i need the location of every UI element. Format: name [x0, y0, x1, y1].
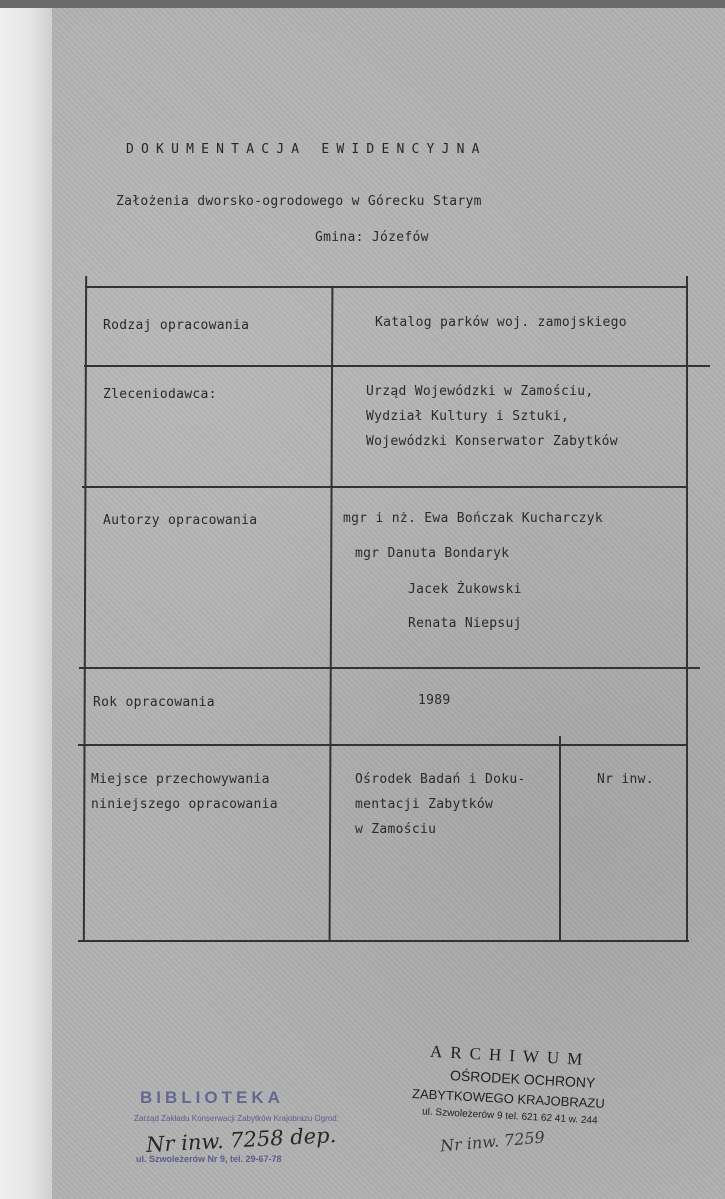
row-value-line: Wojewódzki Konserwator Zabytków	[366, 434, 618, 449]
table-nr-divider	[559, 736, 561, 940]
row-value-rok: 1989	[418, 693, 451, 708]
row-label-zleceniodawca: Zleceniodawca:	[103, 387, 217, 402]
page-margin-strip	[0, 0, 52, 1199]
archive-stamp-line: ZABYTKOWEGO KRAJOBRAZU	[411, 1085, 606, 1112]
archive-stamp-line: OŚRODEK OCHRONY	[449, 1067, 596, 1091]
table-rule	[78, 744, 688, 746]
row-value-line: mgr Danuta Bondaryk	[355, 546, 510, 561]
document-title: DOKUMENTACJA EWIDENCYJNA	[126, 142, 487, 157]
document-sheet	[52, 6, 725, 1199]
row-value-rodzaj: Katalog parków woj. zamojskiego	[375, 315, 627, 330]
gmina-label: Gmina: Józefów	[315, 230, 429, 245]
row-value-line: Jacek Żukowski	[408, 582, 522, 597]
table-rule	[84, 365, 710, 367]
row-label-autorzy: Autorzy opracowania	[103, 513, 258, 528]
inventory-number-label: Nr inw.	[597, 772, 654, 787]
row-value-line: Renata Niepsuj	[408, 616, 522, 631]
table-rule	[79, 667, 700, 669]
row-value-line: w Zamościu	[355, 822, 437, 837]
library-stamp-title: BIBLIOTEKA	[140, 1088, 284, 1107]
library-handwritten-number: Nr inw. 7258 dep.	[145, 1123, 337, 1157]
archive-stamp-title: ARCHIWUM	[429, 1041, 591, 1070]
row-label-line: Miejsce przechowywania	[91, 772, 270, 787]
row-label-rodzaj: Rodzaj opracowania	[103, 318, 250, 333]
row-value-line: Wydział Kultury i Sztuki,	[366, 409, 570, 424]
table-rule-bottom	[78, 940, 689, 942]
row-value-line: mentacji Zabytków	[355, 797, 494, 812]
table-rule	[82, 486, 686, 488]
scan-top-edge	[0, 0, 725, 8]
row-value-line: Urząd Wojewódzki w Zamościu,	[366, 384, 594, 399]
row-label-line: niniejszego opracowania	[91, 797, 278, 812]
table-rule-top	[85, 286, 688, 288]
row-value-line: Ośrodek Badań i Doku-	[355, 772, 526, 787]
library-stamp-line: Zarząd Zakładu Konserwacji Zabytków Krajobrazu Ogrod.	[134, 1114, 339, 1123]
row-value-line: mgr i nż. Ewa Bończak Kucharczyk	[343, 511, 604, 526]
library-stamp-address: ul. Szwoleżerów Nr 9, tel. 29-67-78	[136, 1154, 282, 1164]
archive-stamp-line: ul. Szwoleżerów 9 tel. 621 62 41 w. 244	[421, 1106, 598, 1127]
archive-handwritten-number: Nr inw. 7259	[439, 1127, 546, 1156]
row-label-rok: Rok opracowania	[93, 695, 215, 710]
table-border-right	[686, 276, 688, 940]
document-subtitle: Założenia dworsko-ogrodowego w Górecku Starym	[116, 194, 482, 209]
